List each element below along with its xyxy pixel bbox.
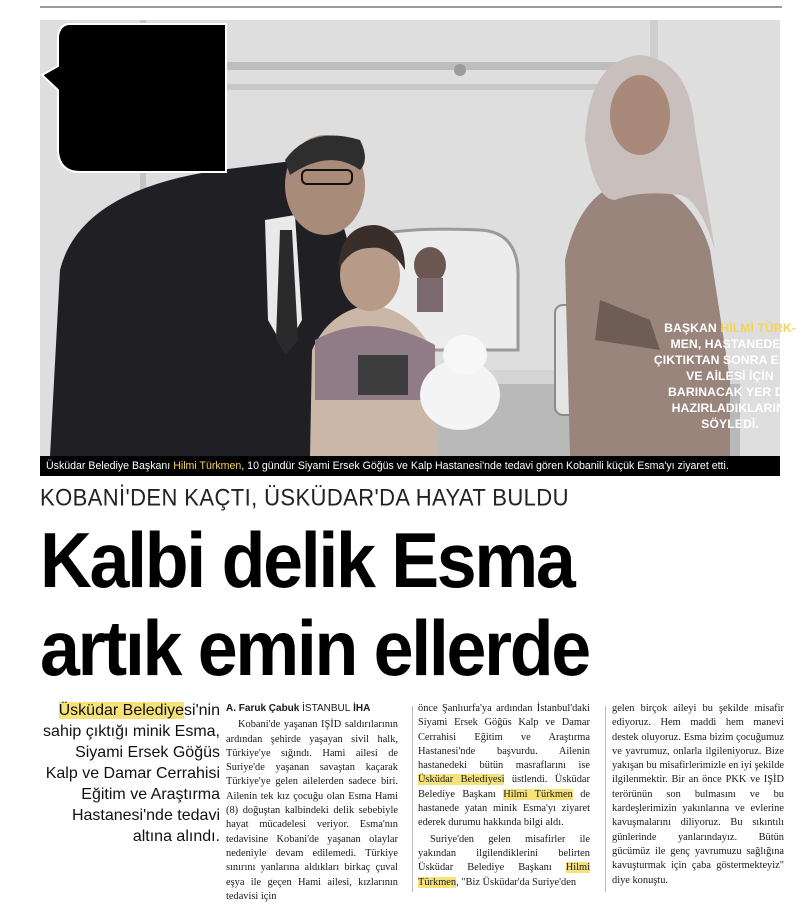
callout-prefix: BAŞKAN [664,321,721,335]
column-1 [226,702,398,904]
col2-p2-before: Suriye'den gelen misafirler ile yakından ilgilendiklerini belirten Üsküdar Belediye Başkanı [418,833,590,874]
top-rule [40,6,782,8]
kicker-headline: KOBANİ'DEN KAÇTI, ÜSKÜDAR'DA HAYAT BULDU [40,484,569,511]
col2-p1-mid: üstlendi. Üsküdar Belediye Başkanı [418,774,590,800]
column-divider [605,706,606,892]
speech-bubble [40,20,230,190]
byline-location: İSTANBUL [302,703,351,714]
col2-p1-highlight: Üsküdar Belediyesi [418,774,505,786]
column-2-paragraph-2 [418,833,590,890]
col2-p1-before: önce Şanlıurfa'ya ardından İstanbul'daki Siyami Ersek Göğüs Kalp ve Damar Cerrahisi Eğitim ve Araştırma Hastanesi'nde başvurdu. Ailenin hastanedeki bütün masraflarını ise [418,703,590,772]
column-divider [412,706,413,892]
callout-rest: MEN, HASTANEDEN ÇIKTIKTAN SONRA ESMA VE AİLESİ İÇİN BARINACAK YER DE HAZIRLADIKLARINI SÖYLEDİ. [653,337,807,431]
column-3 [612,702,784,888]
column-3-text: gelen birçok aileyi bu şekilde misafir ediyoruz. Hem maddi hem manevi destek oluyoruz. Esma bizim çocuğumuz ve yavrumuz, onlarla ilgileniyoruz. Bize yakışan bu misafirlerimizle en iyi şekilde ilgilenmektir. Bir an önce PKK ve IŞİD terörünün son bulmasını ve bu kardeşlerimizin yakınlarına ve evlerine kavuşmalarını diliyoruz. Bu sıkıntılı günlerinde yanlarındayız. Bütün gücümüz ile genç yavrumuzu sağlığına kavuşturmak için çaba göstermekteyiz" diye konuştu. [612,703,784,886]
lead-paragraph [40,700,220,847]
lead-text: si'nin sahip çıktığı minik Esma, Siyami Ersek Göğüs Kalp ve Damar Cerrahisi Eğitim ve Araştırma Hastanesi'nde tedavi altına alındı. [43,702,220,845]
byline-agency: İHA [353,703,371,714]
col2-p2-highlight: Hilmi Türkmen [418,862,590,888]
col2-p1-highlight-2: Hilmi Türkmen [503,788,573,800]
headline-line-1: Kalbi delik Esma [40,516,574,604]
caption-name: Hilmi Türkmen [173,460,242,472]
caption-before: Üsküdar Belediye Başkanı [46,460,174,472]
col2-p2-after: , "Biz Üsküdar'da Suriye'den [456,876,577,888]
callout-name: HİLMİ TÜRK- [720,321,796,335]
callout-text [650,320,810,432]
headline-line-2: artık emin ellerde [40,604,589,692]
lead-highlight: Üsküdar Belediye [58,702,185,719]
caption-after: , 10 gündür Siyami Ersek Göğüs ve Kalp Hastanesi'nde tedavi gören Kobanili küçük Esma'yı ziyaret etti. [241,460,729,472]
byline [226,702,398,716]
photo-caption [40,456,780,476]
column-2 [418,702,590,890]
column-1-text: Kobani'de yaşanan IŞİD saldırılarının ardından şehirde yaşayan sivil halk, Türkiye'ye sığındı. Hami ailesi de Suriye'de yaşanan savaştan kaçarak Türkiye'ye gelen ailelerden sadece biri. Ailenin tek kız çocuğu olan Esma Hami (8) doğuştan kalbindeki delik sebebiyle hayat mücadelesi veriyor. Esma'nın tedavisine Kobani'de yaşanan olaylar nedeniyle devam edilemedi. Türkiye sınırını yanlarına aldıkları birkaç çuval eşya ile geçen Hami ailesi, kızlarının tedavisi için [226,719,398,902]
news-photo [40,20,807,456]
byline-author: A. Faruk Çabuk [226,703,300,714]
column-2-paragraph-1 [418,702,590,831]
col2-p1-after: de hastanede yatan minik Esma'yı ziyaret ederek durumu hakkında bilgi aldı. [418,788,590,829]
